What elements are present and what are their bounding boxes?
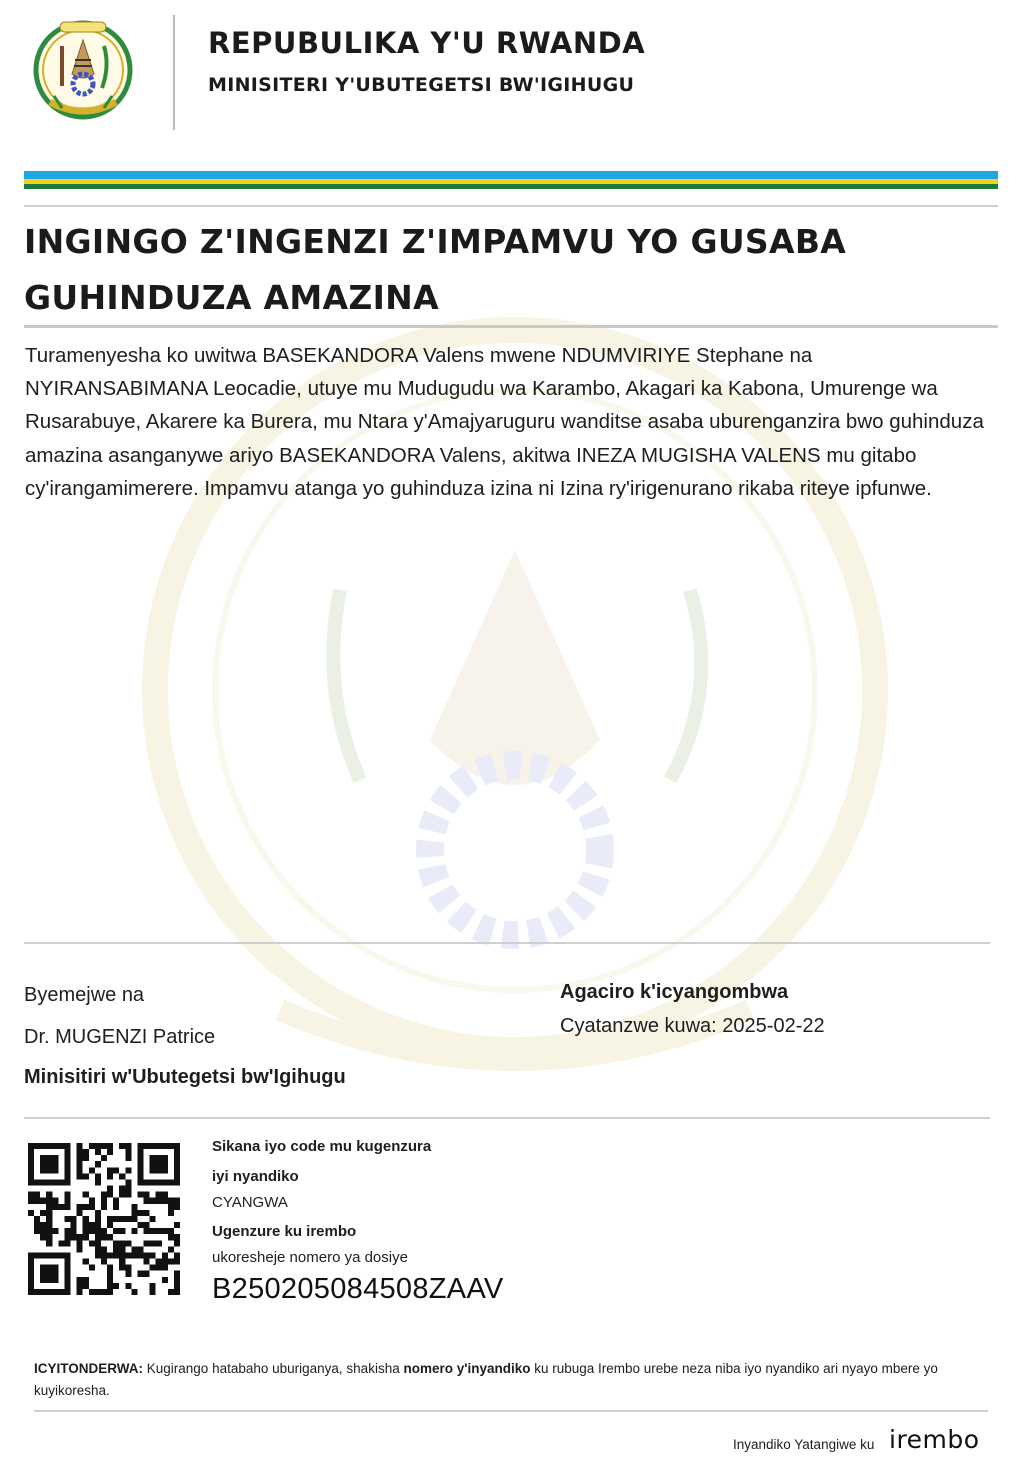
document-title: INGINGO Z'INGENZI Z'IMPAMVU YO GUSABA GUHINDUZA AMAZINA bbox=[24, 222, 847, 317]
country-name: REPUBULIKA Y'U RWANDA bbox=[208, 26, 646, 60]
verify-irembo: Ugenzure ku irembo bbox=[212, 1223, 357, 1240]
notice-label: ICYITONDERWA: bbox=[34, 1361, 144, 1376]
verify-dossier-hint: ukoresheje nomero ya dosiye bbox=[212, 1249, 408, 1266]
rwanda-coat-of-arms-icon bbox=[32, 16, 134, 128]
qr-code-icon bbox=[28, 1143, 180, 1295]
signer-title: Minisitiri w'Ubutegetsi bw'Igihugu bbox=[24, 1066, 346, 1088]
verify-instruction: Sikana iyo code mu kugenzura bbox=[212, 1138, 432, 1155]
verify-instruction: iyi nyandiko bbox=[212, 1168, 299, 1185]
divider bbox=[24, 942, 990, 944]
irembo-logo bbox=[889, 1426, 989, 1454]
notice bbox=[34, 1358, 974, 1402]
notice-text: Kugirango hatabaho uburiganya, shakisha bbox=[143, 1361, 404, 1376]
divider bbox=[24, 325, 998, 328]
notice-emphasis: nomero y'inyandiko bbox=[403, 1361, 531, 1376]
approved-by-label: Byemejwe na bbox=[24, 984, 145, 1006]
header-divider bbox=[173, 15, 175, 130]
divider bbox=[24, 205, 998, 207]
dossier-number: B250205084508ZAAV bbox=[212, 1273, 504, 1305]
divider bbox=[34, 1410, 988, 1412]
notice-text: ku rubuga Irembo urebe neza niba iyo nyandiko ari nyayo mbere yo kuyikoresha. bbox=[34, 1361, 938, 1398]
flag-stripe-green bbox=[24, 184, 998, 189]
signer-name: Dr. MUGENZI Patrice bbox=[24, 1026, 216, 1048]
verify-or: CYANGWA bbox=[212, 1194, 288, 1211]
document-body: Turamenyesha ko uwitwa BASEKANDORA Valens mwene NDUMVIRIYE Stephane na NYIRANSABIMANA Leocadie, utuye mu Mudugudu wa Karambo, Akagari ka Kabona, Umurenge wa Rusarabuye, Akarere ka Burera, mu Ntara y'Amajyaruguru wanditse asaba uburenganzira bwo guhinduza amazina asanganywe ariyo BASEKANDORA Valens, akitwa INEZA MUGISHA VALENS mu gitabo cy'irangamimerere. Impamvu atanga yo guhinduza izina ni Izina ry'irigenurano rikaba riteye ipfunwe. bbox=[25, 344, 984, 500]
validity-label: Agaciro k'icyangombwa bbox=[560, 981, 789, 1003]
irembo-logo-text: irembo bbox=[889, 1426, 980, 1454]
footer-text: Inyandiko Yatangiwe ku bbox=[733, 1437, 875, 1452]
ministry-name: MINISITERI Y'UBUTEGETSI BW'IGIHUGU bbox=[208, 74, 635, 96]
flag-stripe-blue bbox=[24, 171, 998, 179]
divider bbox=[24, 1117, 990, 1119]
issued-date: Cyatanzwe kuwa: 2025-02-22 bbox=[560, 1015, 825, 1037]
